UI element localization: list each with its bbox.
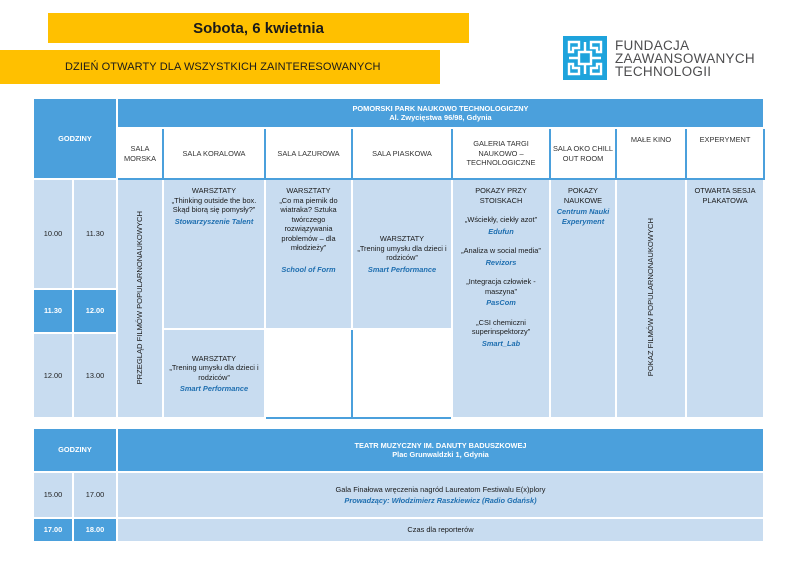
- gala-event: Gala Finałowa wręczenia nagród Laureatom Festiwalu E(x)plory Prowadzący: Włodzimierz Raszkiewicz (Radio Gdańsk): [117, 472, 764, 518]
- time-to: 12.00: [73, 289, 117, 333]
- time-from: 15.00: [33, 472, 73, 518]
- venue-header: [117, 98, 764, 128]
- room-header: MAŁE KINO: [616, 128, 686, 179]
- logo-line-1: FUNDACJA: [615, 37, 690, 53]
- date-banner: [48, 13, 469, 43]
- galeria-demos: POKAZY PRZY STOISKACH „Wściekły, ciekły azot” Edufun „Analiza w social media” Revizors „Integracja człowiek - maszyna” PasCom „CSI chemiczni superinspektorzy” Smart_Lab: [452, 179, 550, 418]
- piaskowa-workshop-1: WARSZTATY „Trening umysłu dla dzieci i rodziców” Smart Performance: [352, 179, 452, 329]
- oko-science-demos: POKAZY NAUKOWE Centrum Nauki Experyment: [550, 179, 616, 418]
- foundation-logo: [563, 36, 755, 80]
- time-to: 18.00: [73, 518, 117, 542]
- venue-address: Plac Grunwaldzki 1, Gdynia: [392, 450, 489, 459]
- foundation-logo-icon: [563, 36, 607, 80]
- logo-line-3: TECHNOLOGII: [615, 63, 712, 79]
- room-header: EXPERYMENT: [686, 128, 764, 179]
- schedule-table-teatr: [32, 427, 765, 543]
- time-from: 10.00: [33, 179, 73, 289]
- room-header: SALA KORALOWA: [163, 128, 265, 179]
- time-to: 11.30: [73, 179, 117, 289]
- hours-header: GODZINY: [33, 98, 117, 179]
- open-day-title: DZIEŃ OTWARTY DLA WSZYSTKICH ZAINTERESOWANYCH: [65, 61, 381, 73]
- experyment-poster-session: OTWARTA SESJA PLAKATOWA: [686, 179, 764, 418]
- kino-film-screening: POKAZ FILMÓW POPULARNONAUKOWYCH: [616, 179, 686, 418]
- time-from: 11.30: [33, 289, 73, 333]
- foundation-logo-text: [615, 39, 755, 78]
- time-to: 17.00: [73, 472, 117, 518]
- venue-address: Al. Zwycięstwa 96/98, Gdynia: [389, 113, 492, 122]
- lazurowa-workshop: WARSZTATY „Co ma piernik do wiatraka? Sztuka twórczego rozwiązywania problemów – dla młodzieży” School of Form: [265, 179, 352, 329]
- venue-name: POMORSKI PARK NAUKOWO TECHNOLOGICZNY: [352, 103, 529, 113]
- logo-line-2: ZAAWANSOWANYCH: [615, 50, 755, 66]
- date-title: Sobota, 6 kwietnia: [193, 19, 324, 37]
- piaskowa-workshop-2: WARSZTATY „Trening umysłu dla dzieci i rodziców” Smart Performance: [163, 329, 265, 418]
- hours-header: GODZINY: [33, 428, 117, 472]
- reporters-time: Czas dla reporterów: [117, 518, 764, 542]
- schedule-table-pppnt: [32, 97, 765, 419]
- room-header: SALA LAZUROWA: [265, 128, 352, 179]
- time-from: 12.00: [33, 333, 73, 418]
- room-header: SALA PIASKOWA: [352, 128, 452, 179]
- room-header: SALA OKO CHILL OUT ROOM: [550, 128, 616, 179]
- time-to: 13.00: [73, 333, 117, 418]
- koralowa-workshop: WARSZTATY „Thinking outside the box. Skąd biorą się pomysły?” Stowarzyszenie Talent: [163, 179, 265, 329]
- open-day-banner: [0, 50, 440, 84]
- morska-film-review: PRZEGLĄD FILMÓW POPULARNONAUKOWYCH: [117, 179, 163, 418]
- venue-name: TEATR MUZYCZNY IM. DANUTY BADUSZKOWEJ: [354, 440, 527, 450]
- room-header: GALERIA TARGI NAUKOWO – TECHNOLOGICZNE: [452, 128, 550, 179]
- lazurowa-empty: [352, 329, 452, 418]
- room-header: SALA MORSKA: [117, 128, 163, 179]
- time-from: 17.00: [33, 518, 73, 542]
- venue-header: [117, 428, 764, 472]
- koralowa-empty: [265, 329, 352, 418]
